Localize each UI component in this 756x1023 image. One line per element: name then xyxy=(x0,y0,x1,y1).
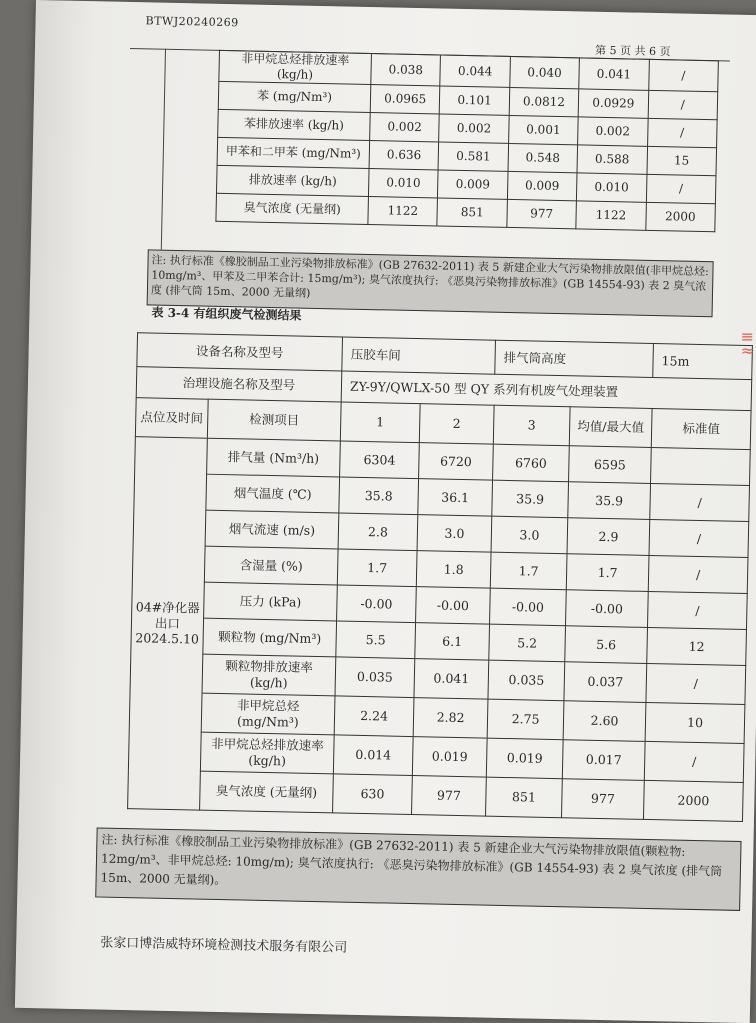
cell-value: 0.041 xyxy=(579,58,649,90)
equip-value: 压胶车间 xyxy=(342,337,496,374)
table-left-border xyxy=(160,49,166,279)
row-item: 颗粒物 (mg/Nm³) xyxy=(203,618,337,657)
cell-value: 1.7 xyxy=(490,552,567,590)
cell-value: 2.82 xyxy=(413,698,488,739)
cell-value: 5.5 xyxy=(336,621,416,659)
row-item: 颗粒物排放速率 (kg/h) xyxy=(202,654,336,696)
cell-value: 851 xyxy=(486,777,563,818)
cell-value: / xyxy=(648,90,718,119)
col-1: 1 xyxy=(340,402,420,443)
row-item: 非甲烷总烃 (mg/Nm³) xyxy=(201,693,335,735)
cell-value: 0.009 xyxy=(507,171,577,200)
cell-value: 35.8 xyxy=(339,477,419,515)
cell-standard: 2000 xyxy=(644,780,744,821)
cell-value: 0.002 xyxy=(578,117,648,146)
cell-value: 977 xyxy=(562,779,645,820)
cell-value: 0.038 xyxy=(371,54,441,86)
cell-value: 1.7 xyxy=(566,554,649,592)
cell-value: 35.9 xyxy=(568,482,651,520)
cell-value: 2.60 xyxy=(563,701,646,742)
cell-value: -0.00 xyxy=(490,588,567,626)
cell-value: 0.002 xyxy=(439,114,509,143)
cell-value: 0.037 xyxy=(564,662,647,703)
point-and-time: 04#净化器出口 2024.5.10 xyxy=(128,437,208,810)
cell-value: / xyxy=(648,59,718,91)
cell-value: 2.75 xyxy=(487,699,564,740)
cell-value: -0.00 xyxy=(416,587,491,625)
cell-value: 5.6 xyxy=(565,626,648,664)
row-item: 含湿量 (%) xyxy=(204,546,338,585)
cell-value: 0.017 xyxy=(562,740,645,781)
table1-note: 注: 执行标准《橡胶制品工业污染物排放标准》(GB 27632-2011) 表 5 新建企业大气污染物排放限值(非甲烷总烃: 10mg/m³、甲苯及二甲苯合计: 15mg/m³); 臭气浓度执行: 《恶臭污染物排放标准》(GB 14554-93) 表 2 臭气浓度 (排气筒 15m、2000 无量纲) xyxy=(147,249,714,317)
cell-standard: 12 xyxy=(647,627,747,665)
col-avg: 均值/最大值 xyxy=(569,407,652,448)
stack-label: 排气筒高度 xyxy=(495,340,654,377)
cell-value: 0.041 xyxy=(414,659,489,700)
cell-value: 851 xyxy=(437,198,507,227)
row-item: 非甲烷总烃排放速率 (kg/h) xyxy=(200,732,334,774)
cell-value: / xyxy=(646,174,716,203)
cell-value: -0.00 xyxy=(337,585,417,623)
row-item: 甲苯和二甲苯 (mg/Nm³) xyxy=(217,137,370,168)
col-point: 点位及时间 xyxy=(135,398,208,438)
red-stamp-edge: ≡ ≈ xyxy=(740,327,754,360)
cell-value: 35.9 xyxy=(492,480,569,518)
treat-value: ZY-9Y/QWLX-50 型 QY 系列有机废气处理装置 xyxy=(341,371,752,411)
cell-value: -0.00 xyxy=(566,590,649,628)
cell-value: 1122 xyxy=(368,197,438,226)
cell-value: 15 xyxy=(647,146,717,175)
emission-table-continued xyxy=(215,50,718,232)
cell-value: 0.044 xyxy=(440,55,510,87)
cell-value: 3.0 xyxy=(417,515,492,553)
row-item: 压力 (kPa) xyxy=(204,582,338,621)
cell-standard: / xyxy=(649,519,749,557)
cell-value: 977 xyxy=(507,199,577,228)
cell-value: 0.002 xyxy=(370,113,440,142)
document-page xyxy=(15,0,756,1023)
row-item: 排放速率 (kg/h) xyxy=(216,165,369,196)
cell-standard: / xyxy=(650,483,750,521)
col-2: 2 xyxy=(419,404,494,445)
cell-standard: / xyxy=(648,555,748,593)
cell-value: 0.581 xyxy=(438,142,508,171)
cell-value: 6.1 xyxy=(415,623,490,661)
cell-value: 2.9 xyxy=(567,518,650,556)
cell-value: 0.588 xyxy=(577,145,647,174)
cell-value: 3.0 xyxy=(491,516,568,554)
treat-label: 治理设施名称及型号 xyxy=(136,367,342,402)
row-item: 非甲烷总烃排放速率 (kg/h) xyxy=(219,50,372,84)
cell-value: 2000 xyxy=(645,202,715,231)
cell-value: 0.035 xyxy=(488,660,565,701)
cell-standard xyxy=(651,447,751,485)
report-number: BTWJ20240269 xyxy=(145,14,239,30)
cell-value: 0.019 xyxy=(412,737,487,778)
cell-value: 0.101 xyxy=(440,86,510,115)
organized-emission-table xyxy=(127,327,754,822)
cell-value: 1122 xyxy=(576,201,646,230)
cell-value: 0.019 xyxy=(486,738,563,779)
cell-standard: / xyxy=(648,591,748,629)
cell-value: 0.040 xyxy=(510,56,580,88)
row-item: 臭气浓度 (无量纲) xyxy=(200,771,334,813)
cell-value: 36.1 xyxy=(418,479,493,517)
cell-value: / xyxy=(647,118,717,147)
cell-value: 6304 xyxy=(340,441,420,479)
cell-value: 0.548 xyxy=(508,143,578,172)
cell-value: 0.014 xyxy=(333,735,413,776)
page-number: 第 5 页 共 6 页 xyxy=(594,43,671,59)
cell-value: 1.8 xyxy=(416,551,491,589)
table2-note: 注: 执行标准《橡胶制品工业污染物排放标准》(GB 27632-2011) 表 5 新建企业大气污染物排放限值(颗粒物: 12mg/m³、非甲烷总烃: 10mg/m); 臭气浓度执行: 《恶臭污染物排放标准》(GB 14554-93) 表 2 臭气浓度 (排气筒 15m、2000 无量纲)。 xyxy=(95,827,741,910)
row-item: 苯排放速率 (kg/h) xyxy=(218,109,371,140)
cell-value: 630 xyxy=(333,774,413,815)
cell-value: 6760 xyxy=(493,444,570,482)
row-item: 烟气温度 (℃) xyxy=(206,474,340,513)
cell-value: 6720 xyxy=(419,443,494,481)
company-name: 张家口博浩威特环境检测技术服务有限公司 xyxy=(100,935,348,956)
table2-title: 表 3-4 有组织废气检测结果 xyxy=(151,305,302,323)
cell-value: 0.010 xyxy=(577,173,647,202)
row-item: 烟气流速 (m/s) xyxy=(205,510,339,549)
cell-value: 5.2 xyxy=(489,624,566,662)
cell-value: 0.035 xyxy=(335,657,415,698)
cell-value: 0.0929 xyxy=(578,89,648,118)
equip-label: 设备名称及型号 xyxy=(137,333,343,371)
cell-value: 0.001 xyxy=(508,115,578,144)
row-item: 排气量 (Nm³/h) xyxy=(207,438,341,477)
cell-value: 0.0812 xyxy=(509,87,579,116)
cell-value: 2.8 xyxy=(338,513,418,551)
cell-value: 0.0965 xyxy=(370,85,440,114)
cell-value: 1.7 xyxy=(337,549,417,587)
cell-value: 2.24 xyxy=(334,696,414,737)
cell-value: 977 xyxy=(412,776,487,817)
cell-value: 0.009 xyxy=(438,170,508,199)
cell-value: 0.010 xyxy=(368,169,438,198)
cell-value: 0.636 xyxy=(369,141,439,170)
col-3: 3 xyxy=(493,405,570,446)
row-item: 臭气浓度 (无量纲) xyxy=(216,193,369,224)
cell-standard: / xyxy=(646,663,746,704)
cell-standard: 10 xyxy=(645,702,745,743)
col-item: 检测项目 xyxy=(207,399,341,441)
col-std: 标准值 xyxy=(651,408,751,449)
stack-value: 15m xyxy=(653,344,753,380)
cell-value: 6595 xyxy=(569,446,652,484)
cell-standard: / xyxy=(644,741,744,782)
row-item: 苯 (mg/Nm³) xyxy=(218,81,371,112)
